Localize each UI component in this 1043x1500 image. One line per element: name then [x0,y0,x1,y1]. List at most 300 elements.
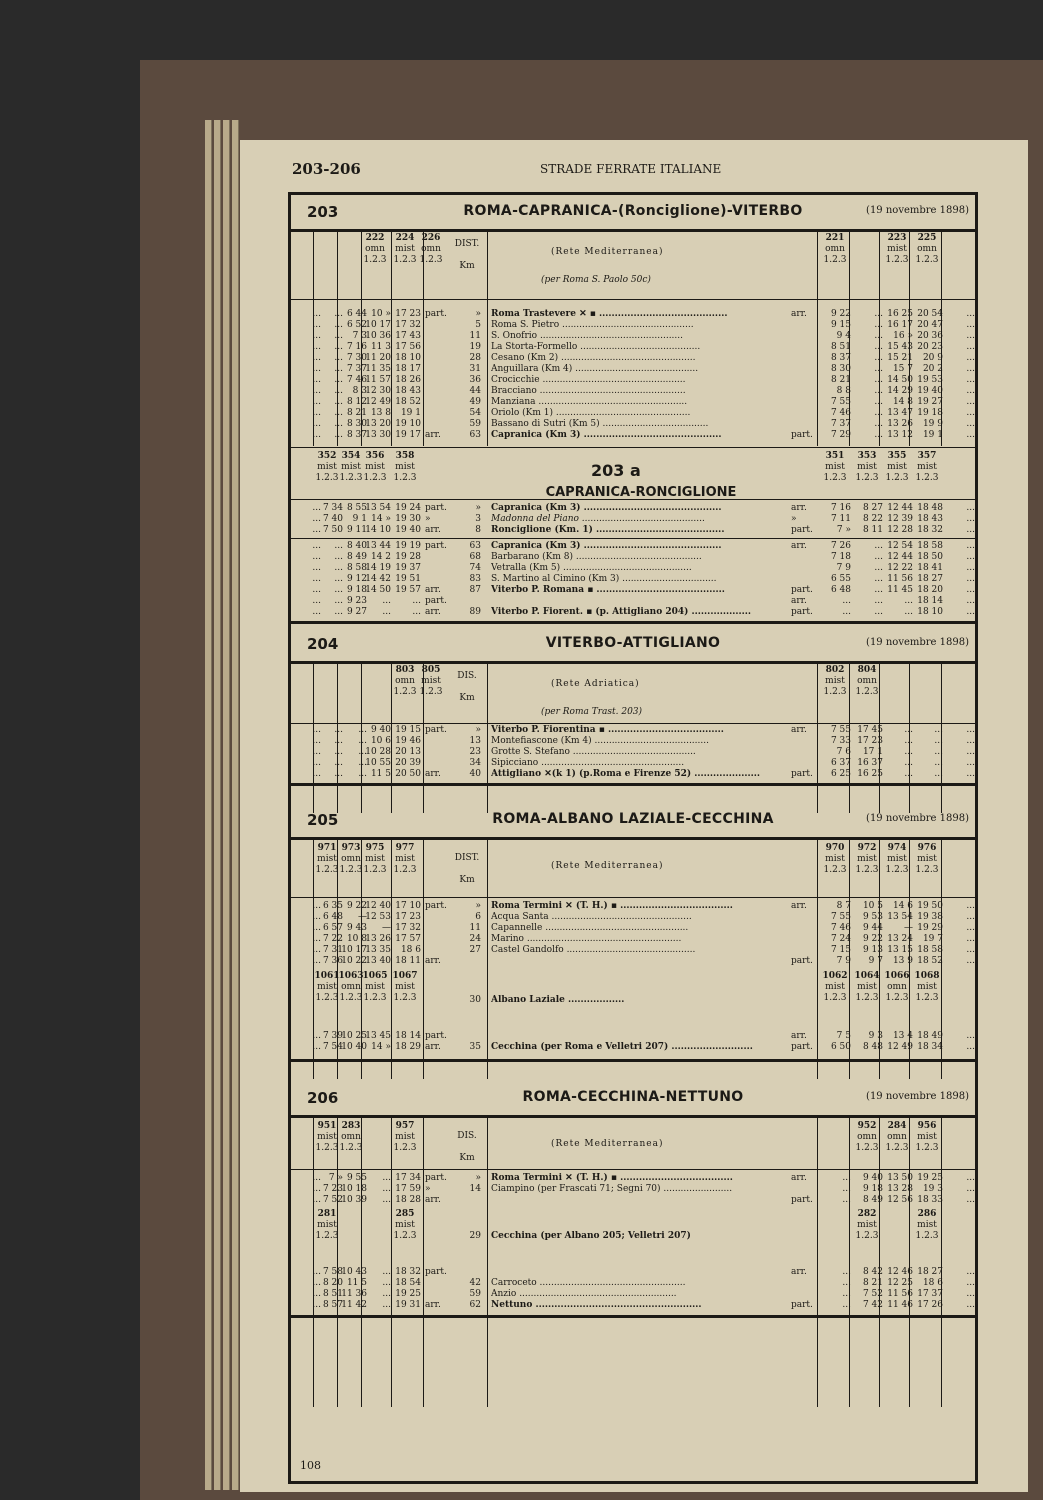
time-cell: 19 19 [395,541,421,551]
time-cell: 10 39 [341,1195,367,1205]
part-arr-label: arr. [425,769,441,779]
time-cell: ... [312,563,321,573]
timetable-row [291,1173,975,1184]
train-header: 222 omn 1.2.3 [363,233,387,265]
time-cell: 18 6 [400,945,421,955]
time-cell: ... [312,1042,321,1052]
time-cell: 6 50 [830,1042,851,1052]
dist-header: DIS. [457,671,477,681]
part-arr-label: arr. [425,956,441,966]
time-cell: 17 32 [395,923,421,933]
timetable-row [291,397,975,408]
station-name: Montefiascone (Km 4) ........................................ [491,736,709,746]
time-cell: 12 22 [887,563,913,573]
dist-header: DIS. [457,1131,477,1141]
time-cell: 14 50 [365,585,391,595]
time-cell: ... [874,607,883,617]
time-cell: 12 56 [887,1195,913,1205]
time-cell: 13 50 [887,1173,913,1183]
km-cell: » [475,901,481,911]
time-cell: 12 28 [887,525,913,535]
time-cell: 12 54 [887,541,913,551]
km-cell: 29 [469,1231,481,1241]
time-cell: ... [966,419,975,429]
time-cell: ... [874,386,883,396]
part-arr-label: part. [425,309,447,319]
timetable-row [291,912,975,923]
time-cell: 18 49 [917,1031,943,1041]
time-cell: 18 10 [917,607,943,617]
time-cell: 19 51 [395,574,421,584]
train-header: 1064 mist 1.2.3 [854,971,880,1003]
page-edge [223,120,230,1490]
station-name: Capannelle .................................................. [491,923,689,933]
km-header: Km [459,693,475,703]
timetable-row [291,503,975,514]
time-cell: 7 34 [322,503,343,513]
time-cell: ... [334,331,343,341]
time-cell: 19 37 [395,563,421,573]
time-cell: 11 46 [887,1300,913,1310]
time-cell: 9 18 [346,585,367,595]
time-cell: 18 14 [917,596,943,606]
time-cell: 16 37 [857,758,883,768]
km-cell: 35 [469,1042,481,1052]
time-cell: 6 48 [322,912,343,922]
part-arr-label: part. [425,1031,447,1041]
km-cell: 6 [475,912,481,922]
time-cell: ... [312,607,321,617]
time-cell: ... [312,375,321,385]
time-cell: ... [966,1184,975,1194]
time-cell: ... [312,430,321,440]
km-cell: 11 [469,331,481,341]
time-cell: 18 6 [922,1278,943,1288]
time-cell: ... [966,747,975,757]
train-header: 970 mist 1.2.3 [823,843,847,875]
time-cell: 18 43 [395,386,421,396]
time-cell: ... [904,769,913,779]
time-cell: 8 42 [862,1267,883,1277]
timetable-row [291,386,975,397]
station-name: Viterbo P. Fiorentina ▪ ..................................... [491,725,724,735]
train-header: 1067 mist 1.2.3 [392,971,418,1003]
time-cell: 12 46 [887,1267,913,1277]
train-header: 976 mist 1.2.3 [915,843,939,875]
train-header: 805 mist 1.2.3 [419,665,443,697]
time-cell: ... [382,607,391,617]
time-cell: 11 35 [365,364,391,374]
time-cell: 20 2 [922,364,943,374]
time-cell: 13 35 [365,945,391,955]
time-cell: 7 3 [352,331,367,341]
time-cell: 9 22 [346,901,367,911]
station-name: Madonna del Piano ........................................... [491,514,705,524]
time-cell: ... [966,901,975,911]
time-cell: 6 57 [322,923,343,933]
time-cell: 8 11 [862,525,883,535]
timetable-row [291,747,975,758]
time-cell: ... [312,408,321,418]
time-cell: 14 50 [887,375,913,385]
time-cell: ... [966,563,975,573]
station-name: La Storta-Formello .......................................... [491,342,701,352]
station-name: Vetralla (Km 5) ............................................. [491,563,692,573]
time-cell: ... [966,397,975,407]
part-arr-label: part. [425,901,447,911]
time-cell: 14 2 [370,552,391,562]
time-cell: 18 34 [917,1042,943,1052]
time-cell: 17 43 [395,331,421,341]
time-cell: ... [312,1173,321,1183]
time-cell: 7 36 [322,956,343,966]
time-cell: ... [904,596,913,606]
time-cell: 7 26 [830,541,851,551]
train-header: 285 mist 1.2.3 [393,1209,417,1241]
page-edge [232,120,239,1490]
time-cell: ... [312,934,321,944]
train-header: 951 mist 1.2.3 [315,1121,339,1153]
time-cell: 9 22 [862,934,883,944]
column-line [941,1117,942,1407]
time-cell: ... [334,736,343,746]
time-cell: 19 38 [917,912,943,922]
time-cell: 18 20 [917,585,943,595]
time-cell: 13 40 [365,956,391,966]
arr-part-label: » [791,514,797,524]
network-label: (Rete Mediterranea) [551,247,664,257]
train-header: 356 mist 1.2.3 [363,451,387,483]
time-cell: 9 44 [862,923,883,933]
time-cell: ... [966,1267,975,1277]
time-cell: ... [966,541,975,551]
timetable-row [291,525,975,536]
time-cell: 6 37 [830,758,851,768]
train-header: 282 mist 1.2.3 [855,1209,879,1241]
timetable-row [291,1300,975,1311]
time-cell: 17 32 [395,320,421,330]
station-name: Sipicciano .................................................. [491,758,685,768]
timetable-row [291,1195,975,1206]
time-cell: 19 7 [922,934,943,944]
time-cell: ... [334,574,343,584]
time-cell: ... [312,1300,321,1310]
km-cell: 24 [469,934,481,944]
station-name: Albano Laziale .................. [491,995,625,1005]
time-cell: ... [874,552,883,562]
time-cell: 7 5 [836,1031,851,1041]
time-cell: ... [312,1184,321,1194]
network-label: (Rete Mediterranea) [551,1139,664,1149]
time-cell: 20 39 [395,758,421,768]
column-line [849,1117,850,1407]
time-cell: ... [904,607,913,617]
time-cell: 7 52 [862,1289,883,1299]
time-cell: 6 44 [346,309,367,319]
section-rule [291,661,975,664]
time-cell: 19 25 [917,1173,943,1183]
time-cell: 19 53 [917,375,943,385]
time-cell: ... [874,342,883,352]
time-cell: 18 58 [917,945,943,955]
train-header: 1065 mist 1.2.3 [362,971,388,1003]
train-header: 358 mist 1.2.3 [393,451,417,483]
time-cell: 9 1 [352,514,367,524]
arr-part-label: arr. [791,1031,807,1041]
time-cell: ... [412,607,421,617]
timetable-row [291,758,975,769]
time-cell: ... [966,375,975,385]
time-cell: 9 4 [836,331,851,341]
column-line [817,1117,818,1407]
time-cell: 12 49 [365,397,391,407]
time-cell: 7 24 [830,934,851,944]
train-header: 803 omn 1.2.3 [393,665,417,697]
time-cell: ... [966,736,975,746]
time-cell: 10 43 [341,1267,367,1277]
arr-part-label: part. [791,769,813,779]
part-arr-label: arr. [425,430,441,440]
time-cell: ... [312,541,321,551]
time-cell: ... [966,364,975,374]
column-line [487,1117,488,1407]
time-cell: ... [334,408,343,418]
section-number: 204 [307,635,339,653]
time-cell: 12 53 [365,912,391,922]
time-cell: 7 29 [830,430,851,440]
time-cell: 13 24 [887,934,913,944]
time-cell: 14 8 [892,397,913,407]
time-cell: ... [874,353,883,363]
time-cell: 18 43 [917,514,943,524]
train-header: 225 omn 1.2.3 [915,233,939,265]
time-cell: 18 27 [917,1267,943,1277]
time-cell: ... [334,309,343,319]
time-cell: 14 19 [365,563,391,573]
time-cell: 7 52 [322,1195,343,1205]
time-cell: 14 29 [887,386,913,396]
time-cell: ... [334,430,343,440]
section-title: ROMA-CECCHINA-NETTUNO [522,1089,744,1105]
time-cell: ... [312,912,321,922]
time-cell: 18 28 [395,1195,421,1205]
time-cell: 7 39 [322,1031,343,1041]
station-name: Attigliano ✕(k 1) (p.Roma e Firenze 52) ..................... [491,769,761,779]
time-cell: 13 54 [365,503,391,513]
subsection-title: CAPRANICA-RONCIGLIONE [545,485,737,500]
time-cell: ... [934,736,943,746]
time-cell: ... [874,596,883,606]
time-cell: 10 28 [365,747,391,757]
km-cell: 11 [469,923,481,933]
km-cell: 36 [469,375,481,385]
km-cell: 74 [469,563,481,573]
time-cell: ... [904,736,913,746]
time-cell: 6 25 [830,769,851,779]
time-cell: ... [312,747,321,757]
time-cell: 18 41 [917,563,943,573]
part-arr-label: part. [425,503,447,513]
time-cell: ... [842,596,851,606]
timetable-row [291,563,975,574]
km-cell: 89 [469,607,481,617]
train-header: 952 omn 1.2.3 [855,1121,879,1153]
part-arr-label: arr. [425,1300,441,1310]
time-cell: 18 32 [395,1267,421,1277]
time-cell: 17 56 [395,342,421,352]
time-cell: ... [966,1173,975,1183]
time-cell: 8 57 [322,1300,343,1310]
time-cell: 18 54 [395,1278,421,1288]
time-cell: ... [842,1184,851,1194]
time-cell: 20 9 [922,353,943,363]
divider-line [291,538,975,539]
time-cell: 10 6 [370,736,391,746]
time-cell: 19 10 [395,419,421,429]
time-cell: — [382,923,391,933]
time-cell: ... [966,331,975,341]
time-cell: ... [312,342,321,352]
km-cell: 30 [469,995,481,1005]
time-cell: ... [934,747,943,757]
time-cell: 10 40 [341,1042,367,1052]
time-cell: 7 37 [346,364,367,374]
time-cell: ... [966,585,975,595]
timetable-row [291,769,975,780]
part-arr-label: part. [425,1173,447,1183]
time-cell: ... [904,758,913,768]
time-cell: ... [966,503,975,513]
divider-line [291,299,975,300]
train-header: 1068 mist 1.2.3 [914,971,940,1003]
time-cell: ... [966,386,975,396]
time-cell: 11 45 [887,585,913,595]
time-cell: 8 51 [322,1289,343,1299]
time-cell: ... [966,430,975,440]
km-cell: » [475,1173,481,1183]
station-name: Ciampino (per Frascati 71; Segni 70) ........................ [491,1184,733,1194]
time-cell: ... [312,725,321,735]
divider-line [291,897,975,898]
timetable-row [291,419,975,430]
time-cell: 9 15 [830,320,851,330]
station-name: Roma Termini ✕ (T. H.) ▪ .................................... [491,1173,733,1183]
km-cell: 40 [469,769,481,779]
time-cell: 19 18 [917,408,943,418]
train-header: 956 mist 1.2.3 [915,1121,939,1153]
station-name: Viterbo P. Fiorent. ▪ (p. Attigliano 204) ................... [491,607,752,617]
km-cell: 13 [469,736,481,746]
time-cell: 12 40 [365,901,391,911]
timetable-row [291,901,975,912]
train-header: 224 mist 1.2.3 [393,233,417,265]
train-header: 1062 mist 1.2.3 [822,971,848,1003]
time-cell: ... [312,364,321,374]
arr-part-label: part. [791,585,813,595]
train-header: 972 mist 1.2.3 [855,843,879,875]
arr-part-label: arr. [791,309,807,319]
column-line [879,1117,880,1407]
km-cell: 68 [469,552,481,562]
part-arr-label: part. [425,541,447,551]
time-cell: 8 21 [830,375,851,385]
time-cell: 9 53 [862,912,883,922]
time-cell: 19 40 [917,386,943,396]
train-header: 1061 mist 1.2.3 [314,971,340,1003]
time-cell: 7 11 [830,514,851,524]
time-cell: ... [334,386,343,396]
time-cell: 7 55 [830,397,851,407]
station-name: Cecchina (per Roma e Velletri 207) .......................... [491,1042,753,1052]
time-cell: — [904,923,913,933]
page-edge [214,120,221,1490]
time-cell: 17 23 [857,736,883,746]
station-name: Ronciglione (Km. 1) ......................................... [491,525,725,535]
timetable-row [291,1289,975,1300]
time-cell: 20 23 [917,342,943,352]
time-cell: ... [966,1289,975,1299]
timetable-row [291,607,975,618]
time-cell: ... [358,747,367,757]
time-cell: 19 27 [917,397,943,407]
column-line [313,1117,314,1407]
km-cell: 59 [469,419,481,429]
time-cell: 7 16 [830,503,851,513]
station-name: Anzio ....................................................... [491,1289,677,1299]
part-arr-label: » [425,514,431,524]
train-header: 353 mist 1.2.3 [855,451,879,483]
train-header: 971 mist 1.2.3 [315,843,339,875]
section-rule [291,229,975,232]
time-cell: 8 37 [346,430,367,440]
time-cell: ... [966,1278,975,1288]
time-cell: ... [334,747,343,757]
time-cell: 8 48 [862,1042,883,1052]
time-cell: ... [874,541,883,551]
time-cell: ... [904,747,913,757]
station-name: Capranica (Km 3) ............................................ [491,503,722,513]
train-header: 802 mist 1.2.3 [823,665,847,697]
time-cell: ... [966,945,975,955]
time-cell: ... [966,596,975,606]
time-cell: 13 47 [887,408,913,418]
timetable-row [291,585,975,596]
divider-line [291,1169,975,1170]
time-cell: 19 24 [395,503,421,513]
timetable-row [291,353,975,364]
train-header: 974 mist 1.2.3 [885,843,909,875]
time-cell: 13 30 [365,430,391,440]
time-cell: 19 9 [922,419,943,429]
km-cell: 19 [469,342,481,352]
time-cell: 18 52 [395,397,421,407]
column-line [391,1117,392,1407]
time-cell: 7 30 [346,353,367,363]
section-number: 205 [307,811,339,829]
time-cell: 16 25 [887,309,913,319]
section-rule [291,1115,975,1118]
timetable-frame [288,192,978,1484]
time-cell: 8 58 [346,563,367,573]
time-cell: 13 45 [365,1031,391,1041]
train-header: 354 mist 1.2.3 [339,451,363,483]
time-cell: ... [874,574,883,584]
time-cell: 19 15 [395,725,421,735]
time-cell: 13 9 [892,956,913,966]
time-cell: 17 45 [857,725,883,735]
time-cell: ... [312,331,321,341]
time-cell: 19 50 [917,901,943,911]
